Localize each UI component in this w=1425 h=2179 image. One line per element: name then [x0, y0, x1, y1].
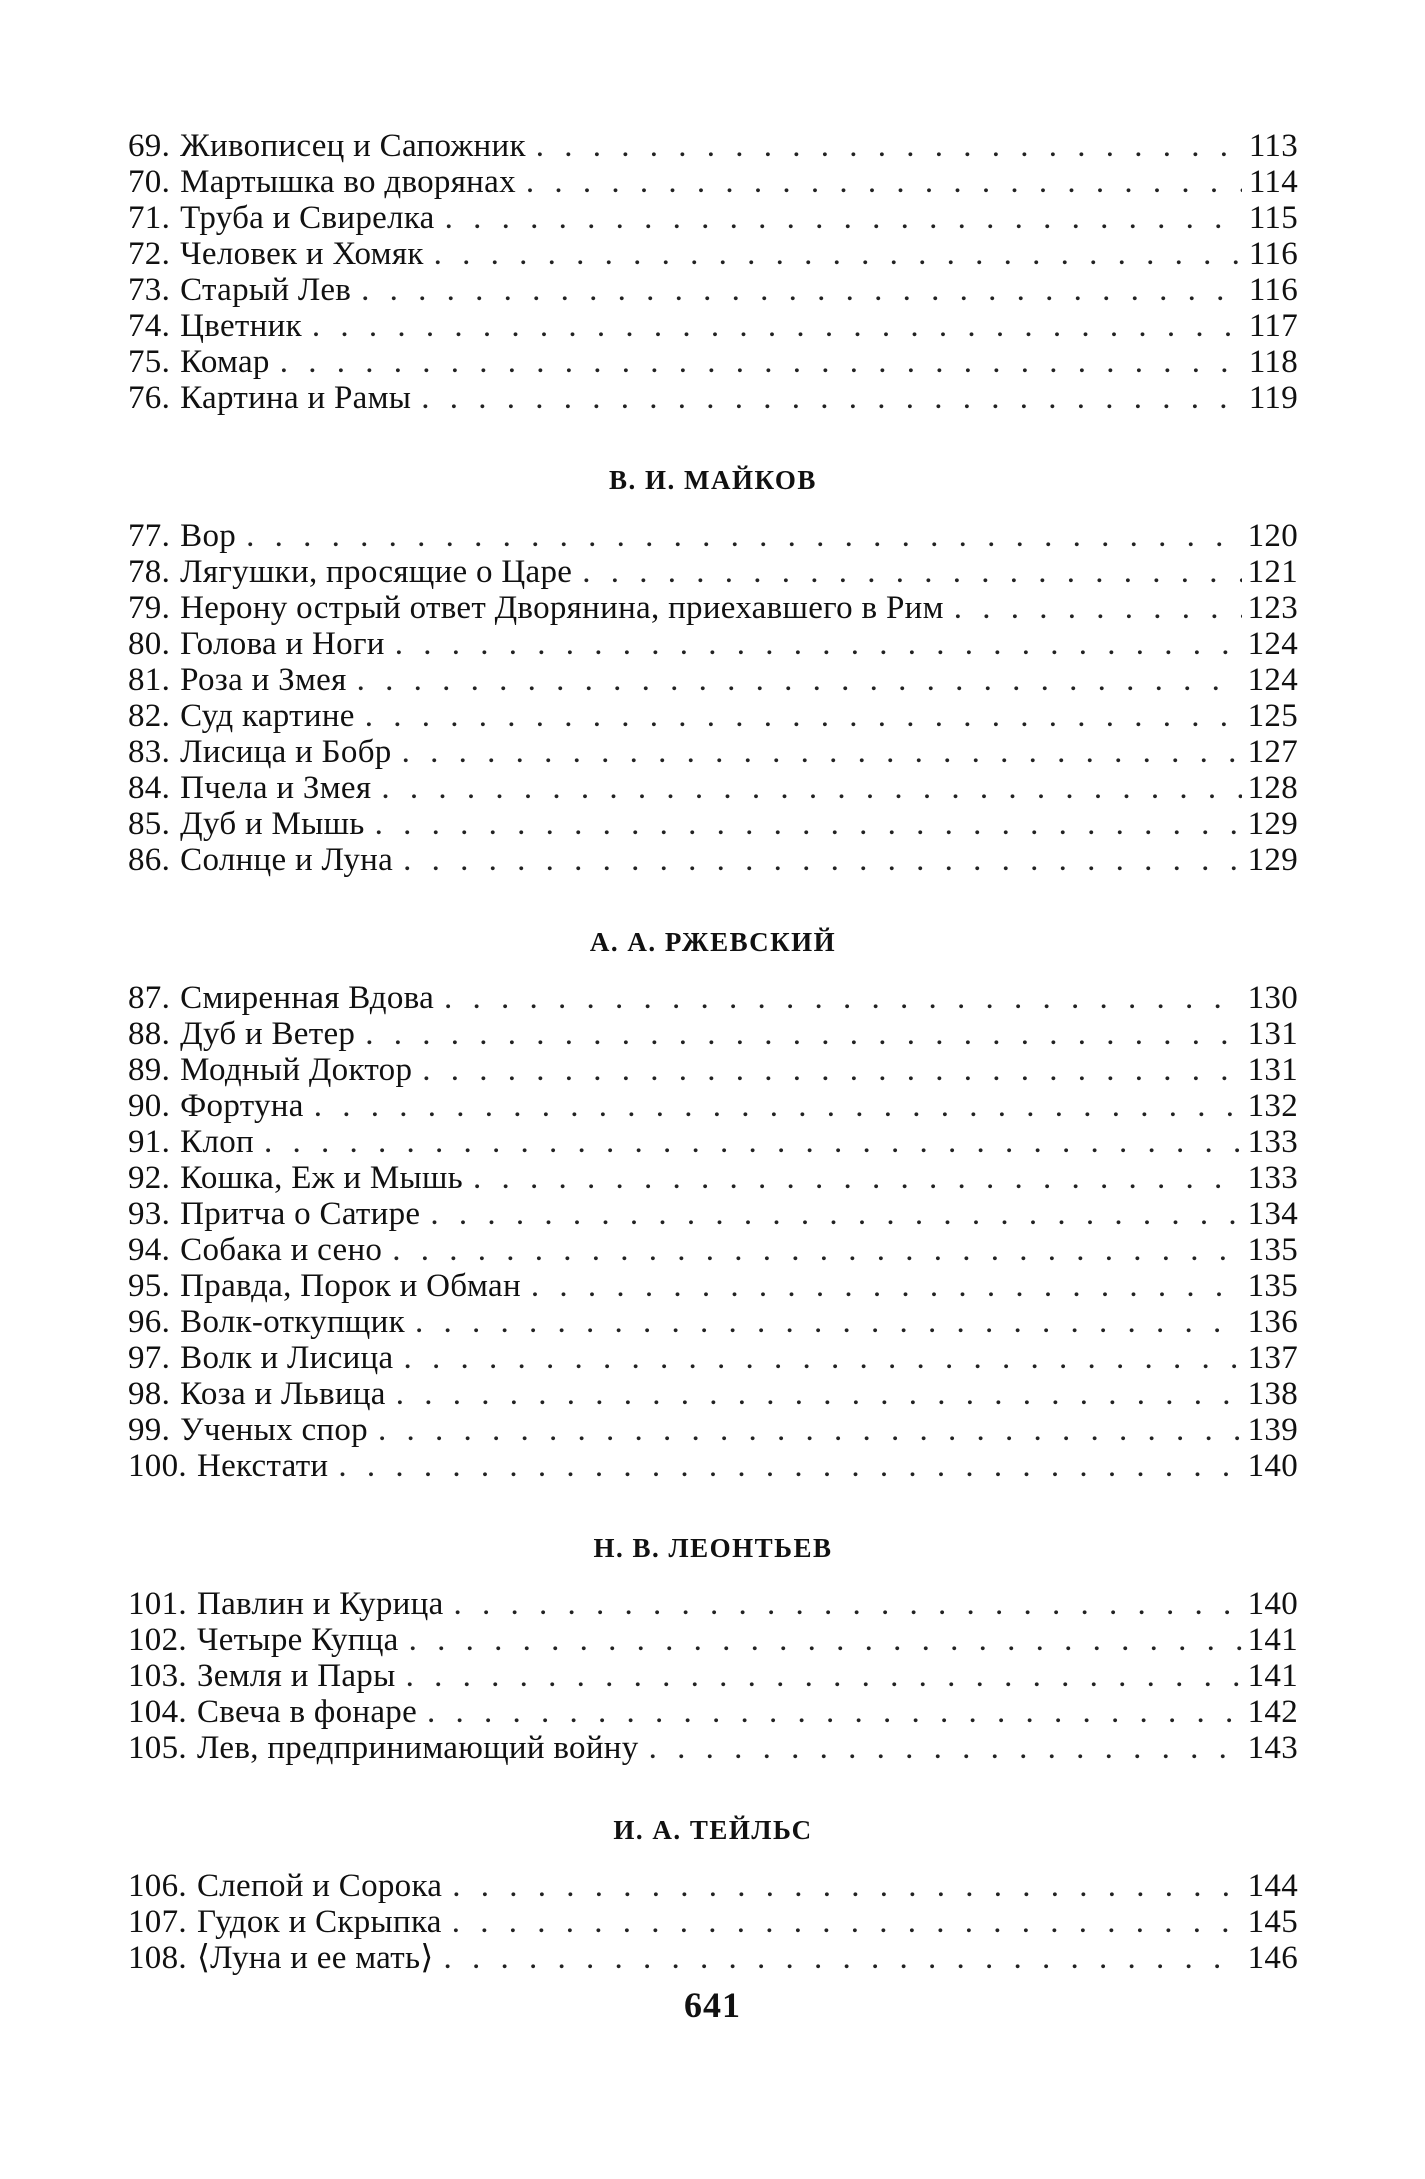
entry-title: Волк и Лисица: [180, 1340, 394, 1376]
entry-page: 121: [1247, 554, 1298, 590]
page-number: 641: [684, 1985, 741, 2025]
entry-page: 143: [1247, 1730, 1298, 1766]
toc-entry: [128, 1622, 1298, 1658]
entry-title: Правда, Порок и Обман: [180, 1268, 521, 1304]
dot-leader: [312, 308, 1242, 344]
entry-title: Собака и сено: [180, 1232, 383, 1268]
entry-title: ⟨Луна и ее мать⟩: [196, 1940, 434, 1976]
entry-title: Ученых спор: [180, 1412, 368, 1448]
entry-title: Фортуна: [180, 1088, 304, 1124]
entry-number: 103.: [128, 1658, 187, 1694]
entry-number: 89.: [128, 1052, 171, 1088]
toc-entry: [128, 1016, 1298, 1052]
toc-entry: [128, 1940, 1298, 1976]
entry-page: 124: [1247, 662, 1298, 698]
dot-leader: [526, 164, 1242, 200]
dot-leader: [649, 1730, 1242, 1766]
entry-title: Дуб и Ветер: [180, 1016, 356, 1052]
dot-leader: [365, 1016, 1241, 1052]
entry-title: Нерону острый ответ Дворянина, приехавшего в Рим: [180, 590, 944, 626]
toc-entry: [128, 1268, 1298, 1304]
entry-page: 127: [1247, 734, 1298, 770]
dot-leader: [396, 1376, 1242, 1412]
entry-page: 114: [1248, 164, 1298, 200]
entry-page: 135: [1247, 1232, 1298, 1268]
dot-leader: [444, 1940, 1242, 1976]
toc-entry: [128, 842, 1298, 878]
entry-number: 105.: [128, 1730, 187, 1766]
entry-number: 95.: [128, 1268, 171, 1304]
toc-entry: [128, 1694, 1298, 1730]
toc-section: [128, 1766, 1298, 1976]
entry-number: 93.: [128, 1196, 171, 1232]
entry-number: 87.: [128, 980, 171, 1016]
entry-page: 131: [1247, 1052, 1298, 1088]
entry-title: Лягушки, просящие о Царе: [180, 554, 573, 590]
dot-leader: [421, 380, 1242, 416]
entry-page: 131: [1247, 1016, 1298, 1052]
entry-title: Земля и Пары: [196, 1658, 396, 1694]
entry-page: 142: [1247, 1694, 1298, 1730]
entry-title: Роза и Змея: [180, 662, 347, 698]
entry-title: Лев, предпринимающий войну: [196, 1730, 639, 1766]
dot-leader: [381, 770, 1241, 806]
dot-leader: [314, 1088, 1242, 1124]
entry-page: 115: [1248, 200, 1298, 236]
entry-page: 139: [1247, 1412, 1298, 1448]
entry-number: 98.: [128, 1376, 171, 1412]
entry-title: Модный Доктор: [180, 1052, 413, 1088]
toc-entry: [128, 770, 1298, 806]
entry-page: 116: [1248, 236, 1298, 272]
table-of-contents: [128, 128, 1298, 1976]
toc-entry: [128, 626, 1298, 662]
entry-number: 80.: [128, 626, 171, 662]
toc-entry: [128, 1160, 1298, 1196]
entry-page: 138: [1247, 1376, 1298, 1412]
entry-title: Голова и Ноги: [180, 626, 385, 662]
entry-title: Гудок и Скрыпка: [196, 1904, 442, 1940]
entry-title: Суд картине: [180, 698, 355, 734]
author-heading: Н. В. ЛЕОНТЬЕВ: [593, 1533, 833, 1563]
entry-title: Кошка, Еж и Мышь: [180, 1160, 464, 1196]
toc-entry: [128, 1340, 1298, 1376]
entry-number: 84.: [128, 770, 171, 806]
entry-title: Лисица и Бобр: [180, 734, 392, 770]
dot-leader: [452, 1868, 1241, 1904]
entry-number: 69.: [128, 128, 171, 164]
entry-number: 78.: [128, 554, 171, 590]
entry-page: 135: [1247, 1268, 1298, 1304]
entry-title: Картина и Рамы: [180, 380, 412, 416]
toc-entry: [128, 308, 1298, 344]
entry-title: Труба и Свирелка: [180, 200, 435, 236]
entry-title: Притча о Сатире: [180, 1196, 421, 1232]
entry-number: 88.: [128, 1016, 171, 1052]
entry-title: Цветник: [180, 308, 302, 344]
dot-leader: [427, 1694, 1242, 1730]
dot-leader: [409, 1622, 1242, 1658]
dot-leader: [280, 344, 1242, 380]
toc-entry: [128, 518, 1298, 554]
entry-page: 141: [1247, 1658, 1298, 1694]
dot-leader: [403, 1340, 1241, 1376]
toc-section: [128, 1484, 1298, 1766]
author-heading: И. А. ТЕЙЛЬС: [613, 1815, 813, 1845]
toc-entry: [128, 980, 1298, 1016]
entry-title: Живописец и Сапожник: [180, 128, 526, 164]
dot-leader: [395, 626, 1242, 662]
toc-entry: [128, 1658, 1298, 1694]
toc-entry: [128, 734, 1298, 770]
entry-number: 99.: [128, 1412, 171, 1448]
dot-leader: [444, 980, 1242, 1016]
entry-title: Комар: [180, 344, 270, 380]
toc-entry: [128, 344, 1298, 380]
dot-leader: [531, 1268, 1242, 1304]
toc-entry: [128, 806, 1298, 842]
entry-number: 86.: [128, 842, 171, 878]
entry-title: Вор: [180, 518, 237, 554]
toc-entry: [128, 1088, 1298, 1124]
toc-entry: [128, 662, 1298, 698]
entry-number: 75.: [128, 344, 171, 380]
entry-title: Смиренная Вдова: [180, 980, 435, 1016]
entry-page: 145: [1247, 1904, 1298, 1940]
entry-title: Некстати: [196, 1448, 329, 1484]
entry-number: 90.: [128, 1088, 171, 1124]
entry-title: Старый Лев: [180, 272, 352, 308]
entry-number: 77.: [128, 518, 171, 554]
dot-leader: [536, 128, 1242, 164]
toc-section: [128, 878, 1298, 1484]
toc-entry: [128, 1232, 1298, 1268]
entry-title: Волк-откупщик: [180, 1304, 405, 1340]
entry-page: 118: [1248, 344, 1298, 380]
entry-page: 133: [1247, 1160, 1298, 1196]
dot-leader: [392, 1232, 1241, 1268]
toc-entry: [128, 698, 1298, 734]
entry-number: 73.: [128, 272, 171, 308]
entry-number: 74.: [128, 308, 171, 344]
entry-number: 100.: [128, 1448, 187, 1484]
dot-leader: [415, 1304, 1242, 1340]
entry-title: Слепой и Сорока: [196, 1868, 443, 1904]
toc-entry: [128, 272, 1298, 308]
entry-number: 108.: [128, 1940, 187, 1976]
dot-leader: [473, 1160, 1242, 1196]
dot-leader: [365, 698, 1242, 734]
entry-page: 140: [1247, 1586, 1298, 1622]
entry-title: Солнце и Луна: [180, 842, 394, 878]
toc-section: [128, 416, 1298, 878]
entry-number: 81.: [128, 662, 171, 698]
entry-page: 116: [1248, 272, 1298, 308]
entry-page: 129: [1247, 842, 1298, 878]
entry-number: 96.: [128, 1304, 171, 1340]
toc-entry: [128, 200, 1298, 236]
toc-entry: [128, 1412, 1298, 1448]
entry-page: 136: [1247, 1304, 1298, 1340]
entry-number: 104.: [128, 1694, 187, 1730]
entry-number: 76.: [128, 380, 171, 416]
toc-entry: [128, 1730, 1298, 1766]
dot-leader: [582, 554, 1241, 590]
entry-page: 140: [1247, 1448, 1298, 1484]
entry-page: 134: [1247, 1196, 1298, 1232]
entry-number: 83.: [128, 734, 171, 770]
toc-entry: [128, 1124, 1298, 1160]
entry-number: 72.: [128, 236, 171, 272]
toc-entry: [128, 236, 1298, 272]
toc-entry: [128, 1196, 1298, 1232]
entry-number: 101.: [128, 1586, 187, 1622]
entry-number: 91.: [128, 1124, 171, 1160]
dot-leader: [422, 1052, 1241, 1088]
entry-number: 71.: [128, 200, 171, 236]
entry-title: Дуб и Мышь: [180, 806, 365, 842]
entry-number: 92.: [128, 1160, 171, 1196]
dot-leader: [452, 1904, 1242, 1940]
dot-leader: [445, 200, 1242, 236]
author-heading: А. А. РЖЕВСКИЙ: [589, 927, 837, 957]
entry-title: Свеча в фонаре: [196, 1694, 418, 1730]
entry-title: Мартышка во дворянах: [180, 164, 516, 200]
entry-number: 94.: [128, 1232, 171, 1268]
toc-entry: [128, 1052, 1298, 1088]
entry-page: 125: [1247, 698, 1298, 734]
entry-page: 132: [1247, 1088, 1298, 1124]
entry-page: 123: [1247, 590, 1298, 626]
toc-entry: [128, 590, 1298, 626]
entry-number: 85.: [128, 806, 171, 842]
entry-page: 124: [1247, 626, 1298, 662]
dot-leader: [403, 842, 1242, 878]
toc-entry: [128, 1376, 1298, 1412]
dot-leader: [378, 1412, 1242, 1448]
dot-leader: [264, 1124, 1242, 1160]
author-heading: В. И. МАЙКОВ: [609, 465, 817, 495]
entry-number: 97.: [128, 1340, 171, 1376]
toc-entry: [128, 1448, 1298, 1484]
entry-number: 82.: [128, 698, 171, 734]
entry-title: Коза и Львица: [180, 1376, 386, 1412]
toc-entry: [128, 1868, 1298, 1904]
entry-page: 141: [1247, 1622, 1298, 1658]
entry-number: 106.: [128, 1868, 187, 1904]
entry-page: 130: [1247, 980, 1298, 1016]
dot-leader: [246, 518, 1242, 554]
entry-number: 70.: [128, 164, 171, 200]
dot-leader: [361, 272, 1242, 308]
entry-page: 144: [1247, 1868, 1298, 1904]
entry-title: Пчела и Змея: [180, 770, 372, 806]
entry-number: 107.: [128, 1904, 187, 1940]
dot-leader: [954, 590, 1242, 626]
toc-entry: [128, 1904, 1298, 1940]
toc-section: [128, 128, 1298, 416]
entry-page: 133: [1247, 1124, 1298, 1160]
entry-page: 146: [1247, 1940, 1298, 1976]
entry-page: 128: [1247, 770, 1298, 806]
toc-entry: [128, 1304, 1298, 1340]
dot-leader: [454, 1586, 1242, 1622]
entry-page: 137: [1247, 1340, 1298, 1376]
entry-page: 117: [1248, 308, 1298, 344]
entry-page: 120: [1247, 518, 1298, 554]
entry-title: Клоп: [180, 1124, 254, 1160]
entry-page: 119: [1248, 380, 1298, 416]
toc-entry: [128, 164, 1298, 200]
dot-leader: [430, 1196, 1241, 1232]
toc-entry: [128, 128, 1298, 164]
dot-leader: [338, 1448, 1241, 1484]
toc-entry: [128, 554, 1298, 590]
entry-title: Человек и Хомяк: [180, 236, 424, 272]
dot-leader: [357, 662, 1242, 698]
dot-leader: [434, 236, 1242, 272]
toc-entry: [128, 380, 1298, 416]
entry-page: 129: [1247, 806, 1298, 842]
entry-number: 79.: [128, 590, 171, 626]
entry-title: Павлин и Курица: [196, 1586, 444, 1622]
entry-number: 102.: [128, 1622, 187, 1658]
toc-entry: [128, 1586, 1298, 1622]
dot-leader: [375, 806, 1242, 842]
entry-page: 113: [1248, 128, 1298, 164]
dot-leader: [402, 734, 1242, 770]
entry-title: Четыре Купца: [196, 1622, 399, 1658]
dot-leader: [406, 1658, 1242, 1694]
